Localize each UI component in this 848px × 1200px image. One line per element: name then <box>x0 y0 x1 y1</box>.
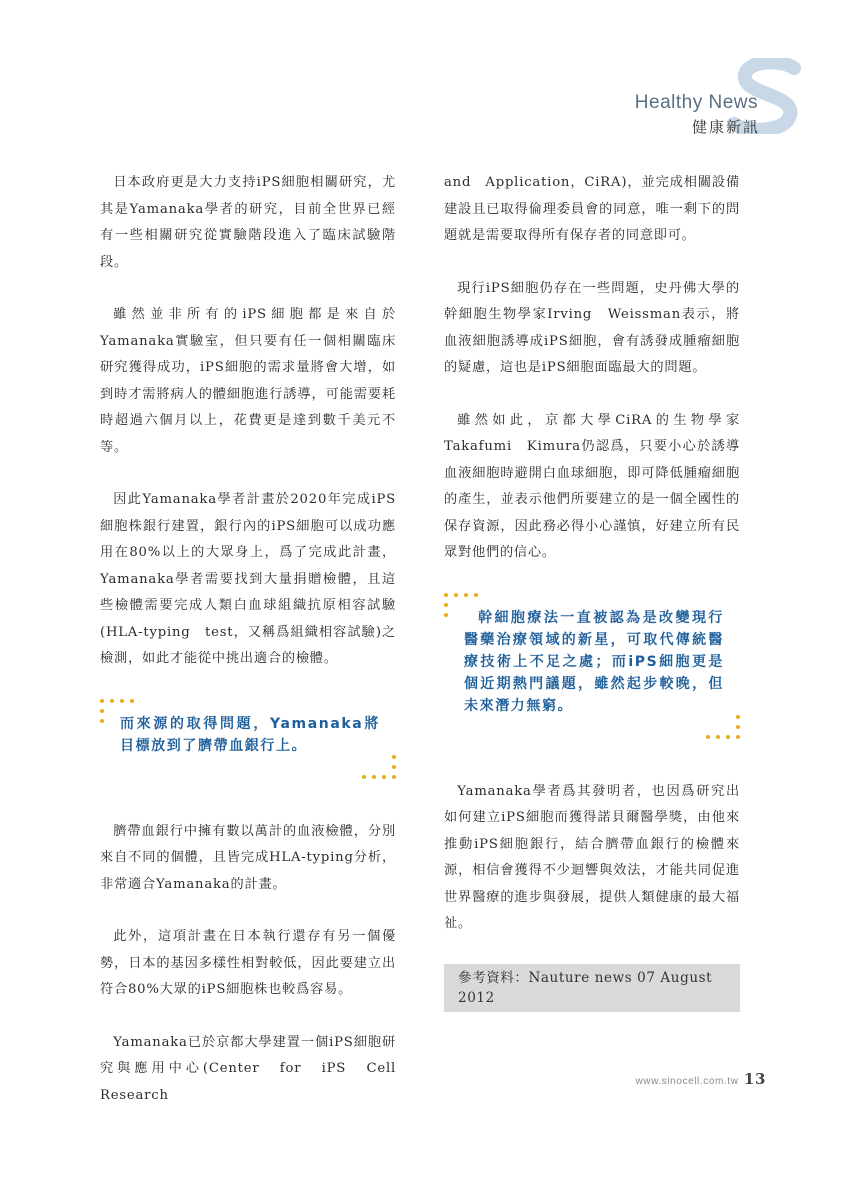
article-paragraph: Yamanaka已於京都大學建置一個iPS細胞研究與應用中心(Center for iPS Cell Research <box>100 1034 410 1103</box>
decorative-dot <box>736 715 740 719</box>
decorative-dot <box>100 719 104 723</box>
article-paragraph: 雖然如此，京都大學CiRA的生物學家Takafumi Kimura仍認爲，只要小心於誘導血液細胞時避開白血球細胞，即可降低腫瘤細胞的產生，並表示他們所要建立的是一個全國性的保存資源，因此務必得小心謹慎，好建立所有民眾對他們的信心。 <box>444 412 740 560</box>
decorative-dot <box>464 593 468 597</box>
decorative-dot <box>716 735 720 739</box>
decorative-dot <box>362 775 366 779</box>
decorative-dot <box>706 735 710 739</box>
decorative-dot <box>736 735 740 739</box>
article-paragraph: Yamanaka學者爲其發明者，也因爲研究出如何建立iPS細胞而獲得諾貝爾醫學獎，由他來推動iPS細胞銀行，結合臍帶血銀行的檢體來源，相信會獲得不少迴響與效法，才能共同促進世界醫療的進步與發展，提供人類健康的最大福祉。 <box>444 783 740 931</box>
decorative-dot <box>392 755 396 759</box>
decorative-dot <box>454 593 458 597</box>
left-column <box>100 170 410 1135</box>
article-paragraph: 日本政府更是大力支持iPS細胞相關研究，尤其是Yamanaka學者的研究，目前全世界已經有一些相關研究從實驗階段進入了臨床試驗階段。 <box>100 175 396 270</box>
decorative-dot <box>372 775 376 779</box>
decorative-dot <box>100 709 104 713</box>
decorative-dot <box>392 765 396 769</box>
decorative-dot <box>120 699 124 703</box>
decorative-dot <box>392 775 396 779</box>
page-footer <box>635 1070 766 1088</box>
decorative-dot <box>736 725 740 729</box>
decorative-dot <box>110 699 114 703</box>
page-number: 13 <box>743 1070 766 1088</box>
decorative-dot <box>474 593 478 597</box>
article-paragraph: and Application，CiRA)，並完成相關設備建設且已取得倫理委員會的同意，唯一剩下的問題就是需要取得所有保存者的同意即可。 <box>444 175 740 243</box>
decorative-dot <box>444 593 448 597</box>
reference-box: 參考資料：Nauture news 07 August 2012 <box>444 964 740 1012</box>
footer-url: www.sinocell.com.tw <box>635 1076 739 1087</box>
decorative-dot <box>382 775 386 779</box>
pull-quote-text: 幹細胞療法一直被認為是改變現行醫藥治療領域的新星，可取代傳統醫療技術上不足之處；而iPS細胞更是個近期熱門議題，雖然起步較晚，但未來潛力無窮。 <box>464 609 724 714</box>
article-paragraph: 因此Yamanaka學者計畫於2020年完成iPS細胞株銀行建置，銀行內的iPS細胞可以成功應用在80%以上的大眾身上，爲了完成此計畫，Yamanaka學者需要找到大量捐贈檢體，且這些檢體需要完成人類白血球組織抗原相容試驗(HLA-typing test，又稱爲組織相容試驗)之檢測，如此才能從中挑出適合的檢體。 <box>100 492 396 666</box>
decorative-dot <box>726 735 730 739</box>
decorative-dot <box>100 699 104 703</box>
article-paragraph: 雖然並非所有的iPS細胞都是來自於Yamanaka實驗室，但只要有任一個相關臨床研究獲得成功，iPS細胞的需求量將會大增，如到時才需將病人的體細胞進行誘導，可能需要耗時超過六個月以上，花費更是達到數千美元不等。 <box>100 307 396 455</box>
article-paragraph: 臍帶血銀行中擁有數以萬計的血液檢體，分別來自不同的個體，且皆完成HLA-typing分析，非常適合Yamanaka的計畫。 <box>100 823 396 892</box>
decorative-dot <box>444 603 448 607</box>
article-paragraph: 現行iPS細胞仍存在一些問題，史丹佛大學的幹細胞生物學家Irving Weissman表示，將血液細胞誘導成iPS細胞，會有誘發成腫瘤細胞的疑慮，這也是iPS細胞面臨最大的問題。 <box>444 280 740 375</box>
article-paragraph: 此外，這項計畫在日本執行還存有另一個優勢，日本的基因多樣性相對較低，因此要建立出符合80%大眾的iPS細胞株也較爲容易。 <box>100 929 396 997</box>
section-title-en: Healthy News <box>634 92 758 113</box>
section-title-zh: 健康新訊 <box>691 118 760 136</box>
pull-quote <box>100 699 396 779</box>
pull-quote-text: 而來源的取得問題，Yamanaka將目標放到了臍帶血銀行上。 <box>120 715 380 754</box>
pull-quote <box>444 593 740 739</box>
right-column <box>444 170 740 1012</box>
decorative-dot <box>444 613 448 617</box>
decorative-dot <box>130 699 134 703</box>
